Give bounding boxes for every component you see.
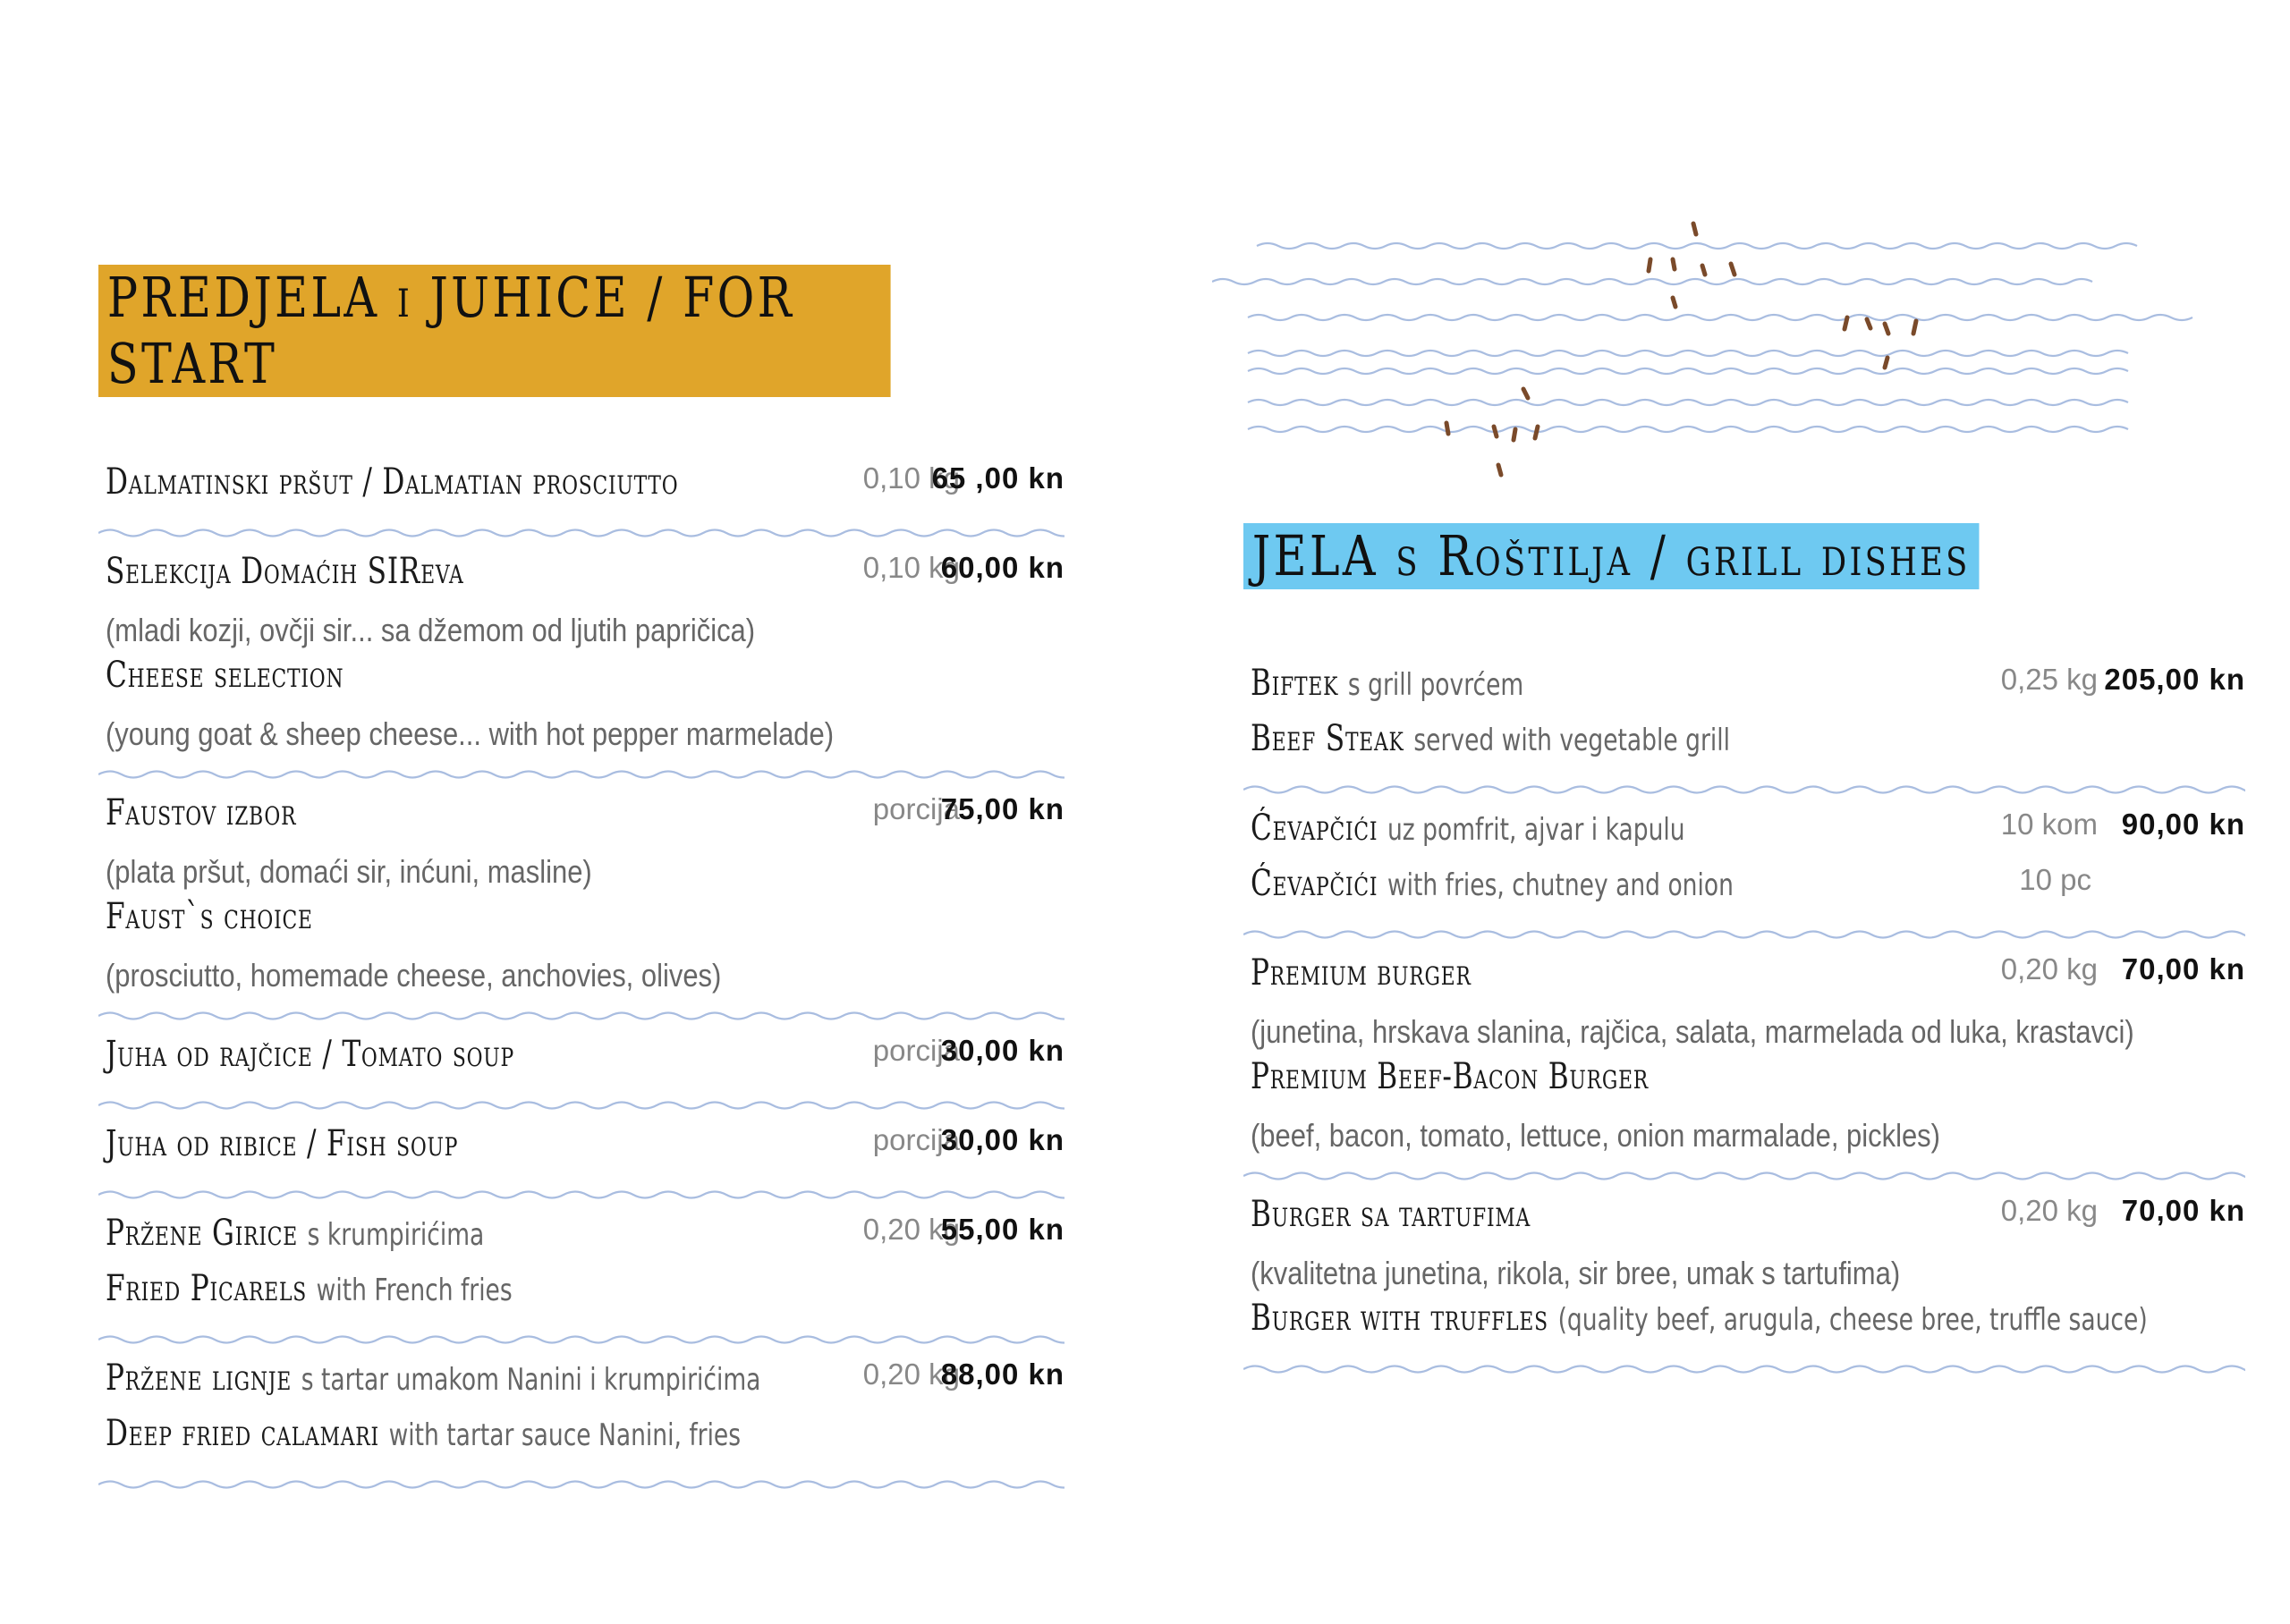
item-description: (junetina, hrskava slanina, rajčica, salata, marmelada od luka, krastavci) [1251, 1013, 2134, 1050]
waves-birds-decoration [1212, 210, 2241, 487]
item-description: (mladi kozji, ovčji sir... sa džemom od ljutih papričica) [106, 612, 756, 648]
bird-marks [1446, 224, 1916, 475]
item-name-en: Ćevapčići with fries, chutney and onion [1251, 863, 1734, 904]
menu-item [98, 1112, 1064, 1188]
item-name-en: Fried Picarels with French fries [106, 1268, 513, 1309]
item-quantity: 0,20 kg [2000, 1194, 2098, 1227]
item-price: 75,00 kn [940, 792, 1064, 825]
item-quantity: 0,25 kg [2000, 663, 2098, 696]
wave-divider [1243, 927, 2245, 942]
item-name-en: Burger with truffles (quality beef, arugula, cheese bree, truffle sauce) [1251, 1298, 2148, 1339]
item-price: 30,00 kn [940, 1123, 1064, 1156]
item-quantity: 0,20 kg [862, 1213, 960, 1246]
wave-divider [98, 1098, 1064, 1112]
item-quantity: 0,20 kg [862, 1358, 960, 1391]
wave-divider [1243, 1362, 2245, 1376]
item-price: 90,00 kn [2121, 808, 2245, 841]
item-price: 65 ,00 kn [931, 461, 1064, 495]
item-name: Selekcija Domaćih SIReva [106, 551, 464, 592]
item-description-en: (prosciutto, homemade cheese, anchovies, olives) [106, 957, 722, 994]
item-quantity: porcija [872, 1123, 960, 1156]
grill-section [1243, 523, 2245, 1376]
wave-divider [98, 1332, 1064, 1347]
section-title-grill: JELA s Roštilja / grill dishes [1243, 523, 1979, 589]
section-title-starters: PREDJELA i JUHICE / FOR START [98, 265, 891, 397]
item-name: Ćevapčići uz pomfrit, ajvar i kapulu [1251, 808, 1685, 849]
wave-divider [98, 1009, 1064, 1023]
item-name: Pržene Girice s krumpirićima [106, 1213, 485, 1254]
menu-item [98, 782, 1064, 1009]
item-description: (plata pršut, domaći sir, inćuni, masline) [106, 853, 592, 890]
item-price: 55,00 kn [940, 1213, 1064, 1246]
item-inline-description: s krumpirićima [307, 1217, 485, 1253]
item-name: Premium burger [1251, 952, 1472, 994]
wave-divider [98, 526, 1064, 540]
menu-item [1243, 797, 2245, 927]
item-price: 30,00 kn [940, 1034, 1064, 1067]
item-quantity: 0,10 kg [862, 461, 960, 495]
item-name: Juha od ribice / Fish soup [106, 1123, 459, 1164]
item-price: 60,00 kn [940, 551, 1064, 584]
item-inline-description-en: with tartar sauce Nanini, fries [388, 1417, 742, 1453]
item-price: 70,00 kn [2121, 952, 2245, 985]
item-description-en: (young goat & sheep cheese... with hot pepper marmelade) [106, 715, 835, 752]
item-quantity: 0,10 kg [862, 551, 960, 584]
item-name: Pržene lignje s tartar umakom Nanini i krumpirićima [106, 1358, 761, 1399]
wave-divider [1243, 782, 2245, 797]
item-name-en: Cheese selection [106, 655, 344, 696]
menu-item [98, 1202, 1064, 1332]
item-name: Burger sa tartufima [1251, 1194, 1531, 1235]
starters-section [98, 265, 1064, 1492]
item-name: Juha od rajčice / Tomato soup [106, 1034, 514, 1075]
wave-divider [98, 1188, 1064, 1202]
item-name-en: Beef Steak served with vegetable grill [1251, 718, 1730, 759]
menu-item [1243, 652, 2245, 782]
item-price: 88,00 kn [940, 1358, 1064, 1391]
item-quantity: porcija [872, 1034, 960, 1067]
item-inline-description-en: (quality beef, arugula, cheese bree, truffle sauce) [1557, 1302, 2148, 1338]
menu-item [1243, 942, 2245, 1169]
item-name: Dalmatinski pršut / Dalmatian prosciutto [106, 461, 679, 503]
item-quantity-en: 10 pc [2019, 863, 2091, 896]
item-name-en: Faust`s choice [106, 896, 313, 937]
wave-divider [1243, 1169, 2245, 1183]
wave-divider [98, 767, 1064, 782]
item-inline-description: uz pomfrit, ajvar i kapulu [1387, 812, 1685, 848]
item-inline-description-en: with French fries [316, 1273, 513, 1308]
item-inline-description: s grill povrćem [1347, 667, 1524, 703]
item-price: 205,00 kn [2104, 663, 2245, 696]
item-inline-description-en: with fries, chutney and onion [1387, 867, 1734, 903]
item-quantity: 0,20 kg [2000, 952, 2098, 985]
menu-item [98, 1347, 1064, 1477]
item-name: Faustov izbor [106, 792, 297, 833]
item-inline-description: s tartar umakom Nanini i krumpirićima [301, 1362, 761, 1398]
item-quantity: porcija [872, 792, 960, 825]
item-price: 70,00 kn [2121, 1194, 2245, 1227]
wave-divider [98, 1477, 1064, 1492]
item-quantity: 10 kom [2000, 808, 2098, 841]
item-name: Biftek s grill povrćem [1251, 663, 1524, 704]
menu-item [98, 1023, 1064, 1098]
item-name-en: Deep fried calamari with tartar sauce Nanini, fries [106, 1413, 742, 1454]
item-description: (kvalitetna junetina, rikola, sir bree, umak s tartufima) [1251, 1255, 1901, 1291]
item-description-en: (beef, bacon, tomato, lettuce, onion marmalade, pickles) [1251, 1117, 1940, 1154]
item-name-en: Premium Beef-Bacon Burger [1251, 1056, 1650, 1097]
menu-item [1243, 1183, 2245, 1362]
menu-item [98, 451, 1064, 526]
item-inline-description-en: served with vegetable grill [1413, 723, 1730, 758]
menu-item [98, 540, 1064, 767]
